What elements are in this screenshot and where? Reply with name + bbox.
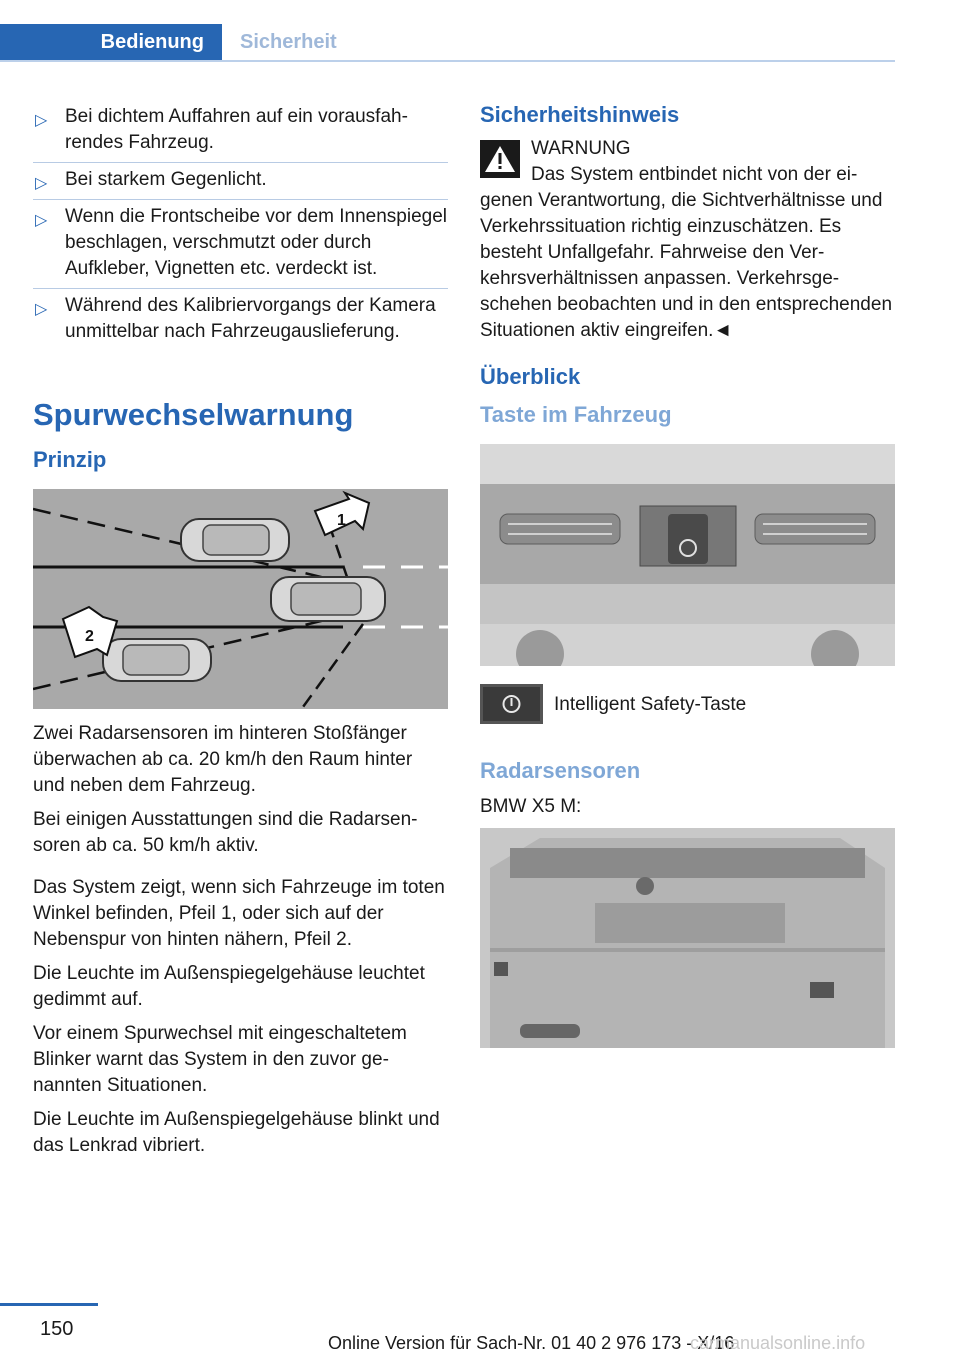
vehicle-model-label: BMW X5 M: — [480, 796, 582, 817]
triangle-bullet-icon: ▷ — [35, 212, 48, 229]
overview-title: Überblick — [480, 364, 581, 389]
paragraph: Vor einem Spurwechsel mit eingeschaltetem Blinker warnt das System in den zuvor genannten Situationen. — [33, 1023, 407, 1096]
list-item — [33, 100, 448, 163]
intelligent-safety-button-icon — [480, 684, 543, 724]
warning-triangle-icon — [480, 140, 520, 178]
paragraph: Zwei Radarsensoren im hinteren Stoßfänger überwachen ab ca. 20 km/h den Raum hinter und neben dem Fahrzeug. — [33, 723, 413, 796]
air-vent-right — [755, 514, 875, 544]
list-item-text: Wenn die Frontscheibe vor dem Innenspiegel beschlagen, verschmutzt oder durch Aufkleber, Vignetten etc. verdeckt ist. — [65, 206, 447, 279]
list-item-text: Bei dichtem Auffahren auf ein vorausfahrendes Fahrzeug. — [65, 106, 408, 153]
watermark: carmanualsonline.info — [690, 1333, 866, 1353]
triangle-bullet-icon: ▷ — [35, 112, 48, 129]
safety-button-row — [480, 684, 895, 744]
button-section-title: Taste im Fahrzeug — [480, 402, 672, 427]
safety-button-caption: Intelligent Safety-Taste — [554, 694, 747, 715]
list-item — [33, 289, 448, 351]
air-vent-left — [500, 514, 620, 544]
paragraph: Die Leuchte im Außenspiegelgehäuse blinkt und das Lenkrad vibriert. — [33, 1109, 440, 1156]
left-column — [33, 100, 448, 1167]
triangle-bullet-icon: ▷ — [35, 301, 48, 318]
car-top-view — [271, 577, 385, 621]
page-header — [0, 0, 895, 62]
list-item-text: Bei starkem Gegenlicht. — [65, 169, 267, 190]
car-top-view — [103, 639, 211, 681]
warning-label: WARNUNG — [531, 138, 631, 159]
page-number: 150 — [40, 1318, 74, 1340]
paragraph: Das System zeigt, wenn sich Fahrzeuge im toten Winkel befinden, Pfeil 1, oder sich auf der Nebenspur von hinten nähern, Pfeil 2. — [33, 877, 445, 950]
dashboard-button-photo — [480, 444, 895, 666]
paragraph: Die Leuchte im Außenspiegelgehäuse leuchtet gedimmt auf. — [33, 963, 425, 1010]
arrow-1-label: 1 — [337, 512, 346, 529]
warning-block — [480, 136, 895, 162]
arrow-2-label: 2 — [85, 628, 94, 645]
triangle-bullet-icon: ▷ — [35, 175, 48, 192]
tab-bedienung[interactable]: Bedienung — [0, 24, 222, 60]
condition-list — [33, 100, 448, 351]
section-title: Spurwechselwarnung — [33, 397, 354, 432]
header-divider — [0, 60, 895, 62]
vehicle-rear-photo — [480, 828, 895, 1048]
tab-sicherheit[interactable]: Sicherheit — [240, 30, 337, 53]
car-top-view — [181, 519, 289, 561]
list-item — [33, 163, 448, 200]
footer-divider — [0, 1303, 98, 1306]
list-item-text: Während des Kalibriervorgangs der Kamera unmittelbar nach Fahrzeugauslieferung. — [65, 295, 436, 342]
right-column — [480, 100, 895, 1048]
warning-text: Das System entbindet nicht von der eigenen Verantwortung, die Sichtverhältnisse und Verkehrssituation richtig einzuschätzen. Es besteht Unfallgefahr. Fahrweise den Verkehrsverhältnissen anpassen. Verkehrsgeschehen beobachten und in den entsprechenden Situationen aktiv eingreifen.◄ — [480, 164, 893, 341]
list-item — [33, 200, 448, 289]
radar-section-title: Radarsensoren — [480, 758, 641, 783]
safety-note-title: Sicherheitshinweis — [480, 102, 680, 127]
paragraph: Bei einigen Ausstattungen sind die Radarsensoren ab ca. 50 km/h aktiv. — [33, 809, 418, 856]
lane-change-diagram — [33, 489, 448, 709]
subsection-title-prinzip: Prinzip — [33, 447, 107, 472]
online-version-text: Online Version für Sach-Nr. 01 40 2 976 173 - X/16 — [328, 1333, 735, 1353]
